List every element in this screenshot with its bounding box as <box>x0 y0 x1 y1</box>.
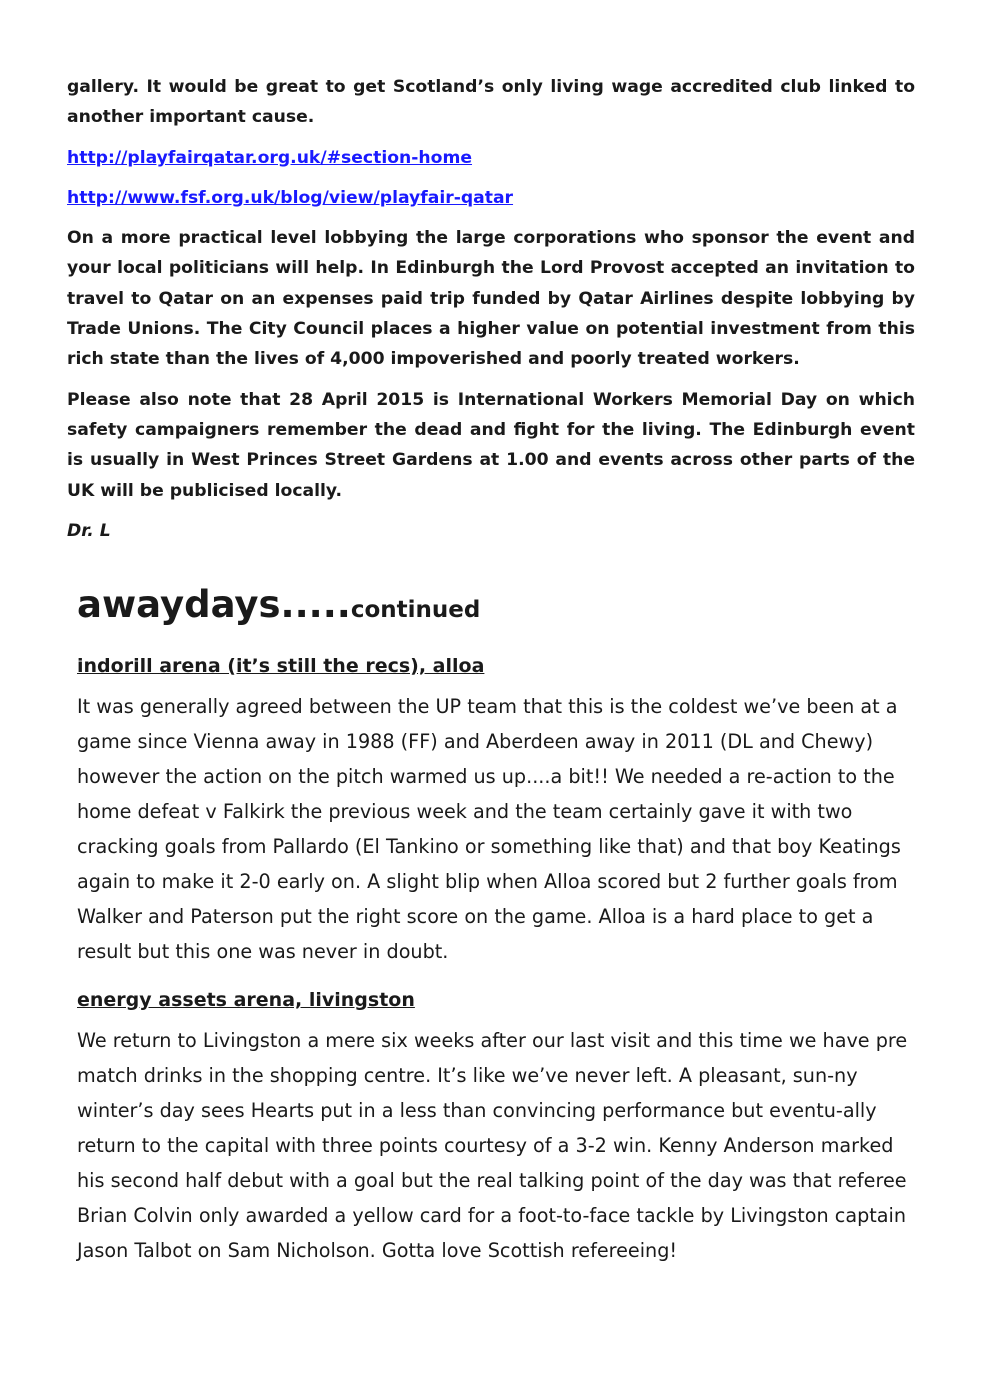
playfair-qatar-link[interactable]: http://playfairqatar.org.uk/#section-home <box>67 147 473 168</box>
venue-heading-livingston: energy assets arena, livingston <box>77 989 415 1011</box>
intro-section <box>67 72 915 546</box>
intro-paragraph-memorial-day: Please also note that 28 April 2015 is International Workers Memorial Day on which safety campaigners remember the dead and fight for the living. The Edinburgh event is usually in West Princes Street Gardens at 1.00 and events across other parts of the UK will be publicised locally. <box>67 389 915 501</box>
venue-report-livingston: We return to Livingston a mere six weeks after our last visit and this time we have pre match drinks in the shopping centre. It’s like we’ve never left. A pleasant, sun-ny winter’s day sees Hearts put in a less than convincing performance but eventu-ally return to the capital with three points courtesy of a 3-2 win. Kenny Anderson marked his second half debut with a goal but the real talking point of the day was that referee Brian Colvin only awarded a yellow card for a foot-to-face tackle by Livingston captain Jason Talbot on Sam Nicholson. Gotta love Scottish refereeing! <box>77 1029 908 1262</box>
intro-paragraph-gallery: gallery. It would be great to get Scotland’s only living wage accredited club linked to another important cause. <box>67 77 915 128</box>
author-signature: Dr. L <box>67 520 111 541</box>
awaydays-title-suffix: continued <box>350 597 481 623</box>
venue-report-alloa: It was generally agreed between the UP team that this is the coldest we’ve been at a game since Vienna away in 1988 (FF) and Aberdeen away in 2011 (DL and Chewy) however the action on the pitch warmed us up....a bit!! We needed a re-action to the home defeat v Falkirk the previous week and the team certainly gave it with two cracking goals from Pallardo (El Tankino or something like that) and that boy Keatings again to make it 2-0 early on. A slight blip when Alloa scored but 2 further goals from Walker and Paterson put the right score on the game. Alloa is a hard place to get a result but this one was never in doubt. <box>77 695 901 963</box>
fsf-blog-link[interactable]: http://www.fsf.org.uk/blog/view/playfair-qatar <box>67 187 514 208</box>
venue-heading-alloa: indorill arena (it’s still the recs), alloa <box>77 655 485 677</box>
awaydays-title-main: awaydays..... <box>77 583 351 626</box>
intro-paragraph-lobbying: On a more practical level lobbying the large corporations who sponsor the event and your local politicians will help. In Edinburgh the Lord Provost accepted an invitation to travel to Qatar on an expenses paid trip funded by Qatar Airlines despite lobbying by Trade Unions. The City Council places a higher value on potential investment from this rich state than the lives of 4,000 impoverished and poorly treated workers. <box>67 228 915 370</box>
awaydays-title <box>77 580 912 635</box>
awaydays-section <box>77 580 912 1268</box>
